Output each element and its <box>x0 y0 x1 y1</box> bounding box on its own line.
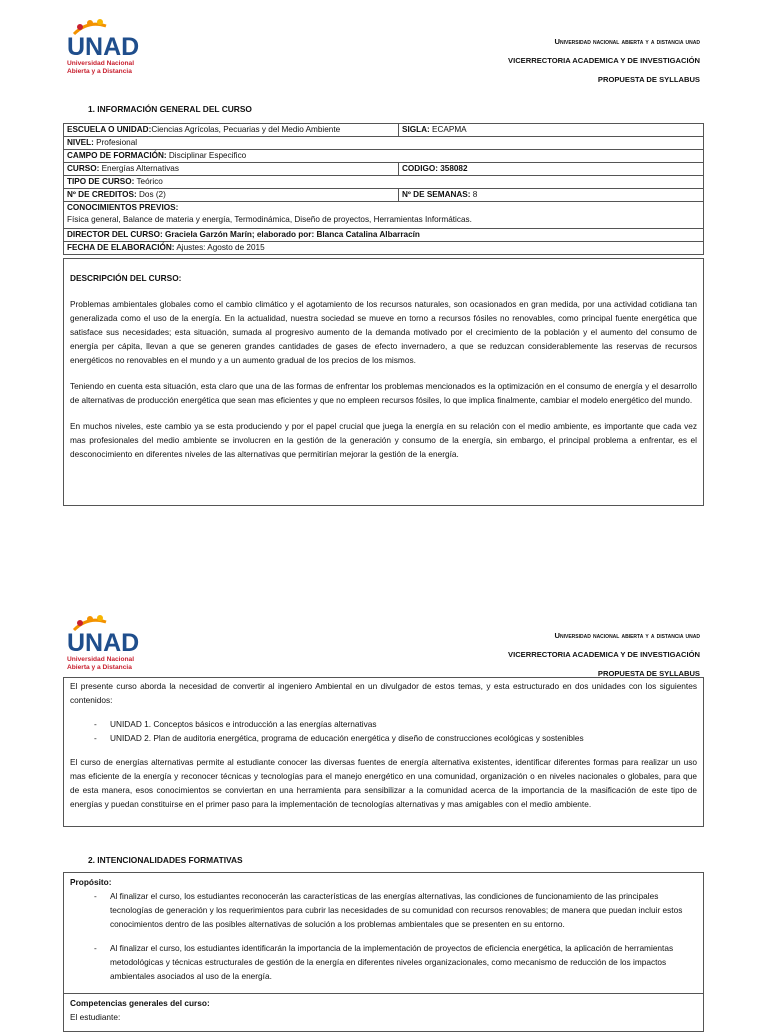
logo-text: UNAD <box>67 33 140 61</box>
intencionalidades-box <box>63 872 704 1032</box>
section-title-2: 2. INTENCIONALIDADES FORMATIVAS <box>88 855 243 865</box>
proposito-list <box>70 889 697 983</box>
header-vicerrectoria: VICERRECTORIA ACADEMICA Y DE INVESTIGACIÓN <box>508 56 700 65</box>
header-propuesta: PROPUESTA DE SYLLABUS <box>597 75 700 84</box>
curso-label: CURSO: <box>67 164 100 173</box>
units-list <box>70 717 697 745</box>
escuela-value: Ciencias Agrícolas, Pecuarias y del Medio Ambiente <box>151 125 341 134</box>
escuela-label: ESCUELA O UNIDAD: <box>67 125 152 134</box>
director-label: DIRECTOR DEL CURSO: Graciela Garzón Marín; elaborado por: Blanca Catalina Albarracín <box>67 230 420 239</box>
description-box <box>63 258 704 506</box>
description-p1: Problemas ambientales globales como el cambio climático y el agotamiento de los recursos naturales, son ocasionados en gran medida, por una actividad cotidiana tan generalizada como el uso de la energía. En la actualidad, nuestra sociedad se mueve en torno a recursos fósiles no renovables, como principal fuente energética que satisface sus necesidades; esta situación, sumada al progresivo aumento de la demanda motivado por el crecimiento de la población y el aumento del consumo de energía per cápita, llevan a que se generen grandes cantidades de gases de efecto invernadero, a que se reduzcan considerablemente las reservas de recursos energéticos no renovables en el mundo y a un aumento gradual de los precios de los mismos. <box>70 299 697 365</box>
creditos-value: Dos (2) <box>136 190 166 199</box>
curso-value: Energías Alternativas <box>99 164 179 173</box>
list-item: - UNIDAD 1. Conceptos básicos e introducción a las energías alternativas <box>110 717 697 731</box>
tipo-value: Teórico <box>134 177 163 186</box>
unad-logo <box>66 18 146 78</box>
logo-text: UNAD <box>67 629 140 657</box>
header-vicerrectoria: VICERRECTORIA ACADEMICA Y DE INVESTIGACIÓN <box>508 650 700 659</box>
tipo-label: TIPO DE CURSO: <box>67 177 135 186</box>
sigla-label: SIGLA: <box>402 125 430 134</box>
unad-logo <box>66 614 146 674</box>
course-info-table <box>63 123 704 255</box>
list-item: - Al finalizar el curso, los estudiantes identificarán la importancia de la implementación de proyectos de eficiencia energética, la aplicación de herramientas metodológicas y técnicas estructurales de gestión de la energía en diferentes niveles organizacionales, como mecanismo de reducción de los impactos ambientales asociados al uso de la energía. <box>110 941 697 983</box>
nivel-value: Profesional <box>93 138 138 147</box>
continuation-box <box>63 677 704 827</box>
proposito-label: Propósito: <box>70 877 112 887</box>
logo-sub1: Universidad Nacional <box>67 656 135 663</box>
description-p3: En muchos niveles, este cambio ya se esta produciendo y por el papel crucial que juega la energía en su relación con el medio ambiente, es importante que cada vez mas profesionales del medio ambiente se involucren en la gestión de la generación y consumo de la energía, sin embargo, el principal problema a enfrentar, es el desconocimiento en diferentes niveles de las alternativas que permitirían mejorar la gestión de la energía. <box>70 421 697 459</box>
estudiante-label: El estudiante: <box>70 1012 121 1022</box>
page-header <box>508 32 700 89</box>
logo-sub1: Universidad Nacional <box>67 60 135 67</box>
semanas-value: 8 <box>470 190 478 199</box>
header-propuesta: PROPUESTA DE SYLLABUS <box>597 669 700 678</box>
description-p2: Teniendo en cuenta esta situación, esta claro que una de las formas de enfrentar los problemas mencionados es la optimización en el consumo de energía y el desarrollo de alternativas de producción energética que sean mas eficientes y que no empleen recursos fósiles, lo que implica finalmente, cambiar el modelo energético del mundo. <box>70 381 697 405</box>
sigla-value: ECAPMA <box>429 125 467 134</box>
section-title-1: 1. INFORMACIÓN GENERAL DEL CURSO <box>88 104 252 114</box>
continuation-p1: El presente curso aborda la necesidad de convertir al ingeniero Ambiental en un divulgador de estos temas, y esta estructurado en dos unidades con los siguientes contenidos: <box>70 681 697 705</box>
list-item: - Al finalizar el curso, los estudiantes reconocerán las características de las energías alternativas, las condiciones de funcionamiento de las principales tecnologías de generación y los requerimientos para cubrir las necesidades de su comunidad con recursos renovables; de manera que puedan incluir estos conocimientos dentro de las posibles alternativas de solución a los problemas ambientales que se presenten en su entorno. <box>110 889 697 931</box>
creditos-label: Nº DE CREDITOS: <box>67 190 137 199</box>
fecha-value: Ajustes: Agosto de 2015 <box>174 243 265 252</box>
codigo-label: CODIGO: 358082 <box>402 164 468 173</box>
logo-sub2: Abierta y a Distancia <box>67 68 132 75</box>
list-item: - UNIDAD 2. Plan de auditoria energética, programa de educación energética y diseño de construcciones ecológicas y sostenibles <box>110 731 697 745</box>
campo-label: CAMPO DE FORMACIÓN: <box>67 151 167 160</box>
header-university: Universidad nacional abierta y a distancia unad <box>554 37 700 46</box>
logo-sub2: Abierta y a Distancia <box>67 664 132 671</box>
description-title: DESCRIPCIÓN DEL CURSO: <box>70 273 182 283</box>
conocimientos-value: Física general, Balance de materia y energía, Termodinámica, Diseño de proyectos, Herramientas Informáticas. <box>67 215 472 224</box>
campo-value: Disciplinar Especifico <box>166 151 247 160</box>
header-university: Universidad nacional abierta y a distancia unad <box>554 631 700 640</box>
page-header <box>508 626 700 683</box>
semanas-label: Nº DE SEMANAS: <box>402 190 471 199</box>
nivel-label: NIVEL: <box>67 138 94 147</box>
competencias-label: Competencias generales del curso: <box>70 998 210 1008</box>
continuation-p2: El curso de energías alternativas permite al estudiante conocer las diversas fuentes de energía alternativa existentes, identificar diferentes formas para realizar un uso mas eficiente de la energía y reconocer técnicas y tecnologías para el manejo energético en una comunidad, organización o en niveles nacionales o globales, para que de esta manera, esos conocimientos se conviertan en una herramienta para sensibilizar a la comunidad acerca de la importancia de la masificación de este tipo de energías y puedan constituirse en el primer paso para la implementación de tecnologías alternativas y mas amigables con el medio ambiente. <box>70 757 697 809</box>
page-2 <box>0 600 768 1024</box>
conocimientos-label: CONOCIMIENTOS PREVIOS: <box>67 203 179 212</box>
fecha-label: FECHA DE ELABORACIÓN: <box>67 243 175 252</box>
